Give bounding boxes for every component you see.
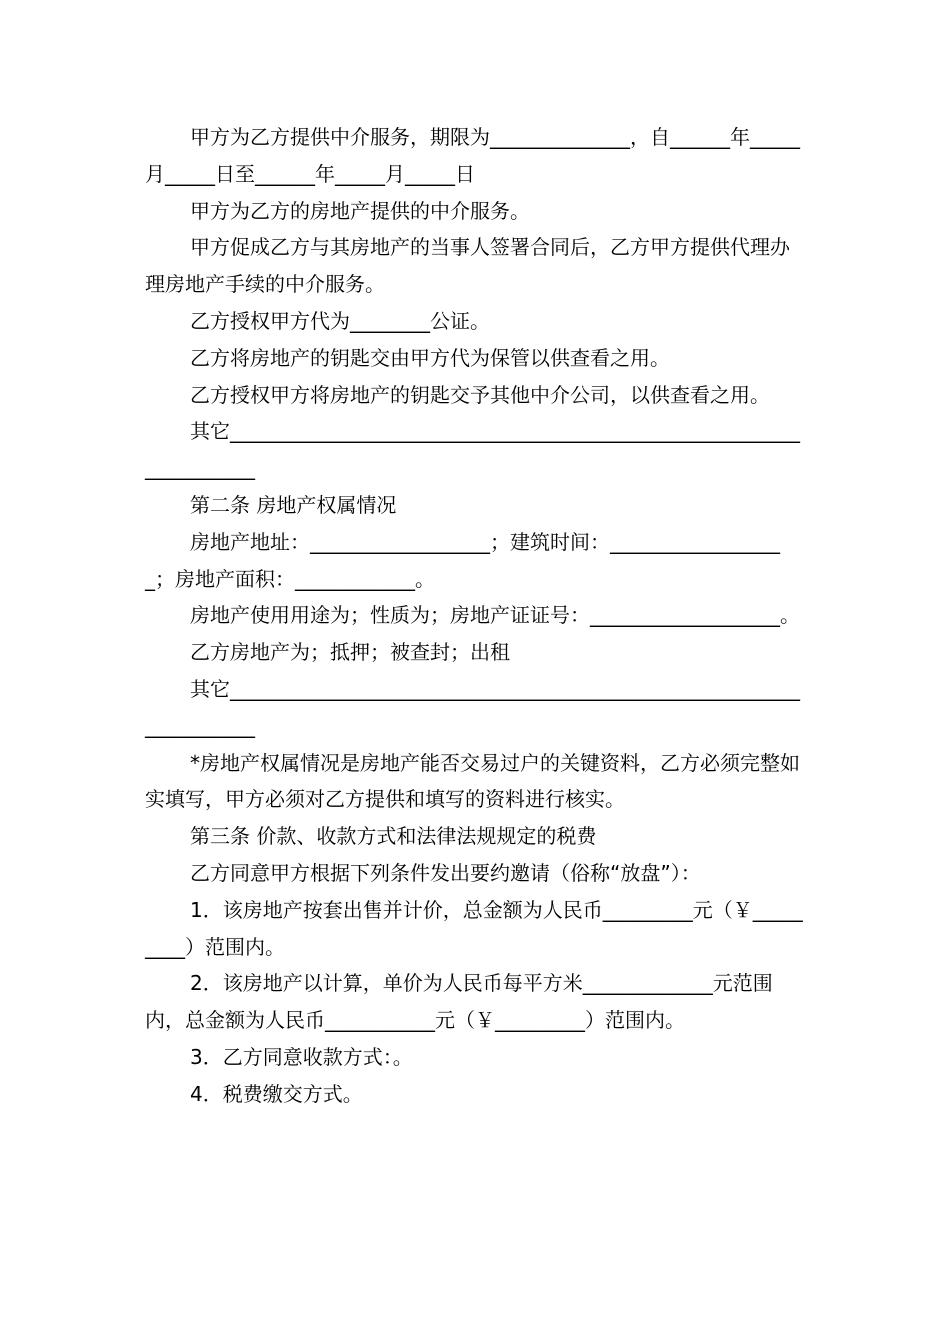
paragraph-property-address: 房地产地址：__________________；建筑时间：__________________；房地产面积：____________。 xyxy=(145,529,780,591)
paragraph-property-status: 乙方房地产为；抵押；被查封；出租 xyxy=(190,640,510,665)
paragraph-service-term: 甲方为乙方提供中介服务，期限为______________，自______年_____月_____日至______年_____月_____日 xyxy=(145,125,800,186)
paragraph-key-custody: 乙方将房地产的钥匙交由甲方代为保管以供查看之用。 xyxy=(190,345,670,370)
paragraph-item-4: 4．税费缴交方式。 xyxy=(190,1081,363,1106)
paragraph-service-scope: 甲方为乙方的房地产提供的中介服务。 xyxy=(190,198,530,223)
paragraph-notarization: 乙方授权甲方代为________公证。 xyxy=(190,308,490,333)
paragraph-item-3: 3．乙方同意收款方式：。 xyxy=(190,1044,413,1069)
paragraph-property-usage: 房地产使用用途为；性质为；房地产证证号：___________________。 xyxy=(190,603,800,628)
section-heading-2: 第二条 房地产权属情况 xyxy=(190,492,397,517)
paragraph-other-2: 其它____________________________________________________________________ xyxy=(145,676,800,738)
contract-body xyxy=(145,119,807,1113)
paragraph-item-2: 2．该房地产以计算，单价为人民币每平方米_____________元范围内，总金额为人民币___________元（￥_________）范围内。 xyxy=(145,971,773,1033)
paragraph-agency-procedures: 甲方促成乙方与其房地产的当事人签署合同后，乙方甲方提供代理办理房地产手续的中介服务。 xyxy=(145,235,790,297)
section-heading-3: 第三条 价款、收款方式和法律法规规定的税费 xyxy=(190,824,597,849)
paragraph-offer-invitation: 乙方同意甲方根据下列条件发出要约邀请（俗称“放盘”）： xyxy=(190,860,701,885)
paragraph-key-transfer: 乙方授权甲方将房地产的钥匙交予其他中介公司，以供查看之用。 xyxy=(190,382,770,407)
paragraph-other-1: 其它____________________________________________________________________ xyxy=(145,419,800,481)
paragraph-ownership-note: *房地产权属情况是房地产能否交易过户的关键资料，乙方必须完整如实填写，甲方必须对乙方提供和填写的资料进行核实。 xyxy=(145,750,800,812)
paragraph-item-1: 1．该房地产按套出售并计价，总金额为人民币_________元（￥_________）范围内。 xyxy=(145,897,803,959)
